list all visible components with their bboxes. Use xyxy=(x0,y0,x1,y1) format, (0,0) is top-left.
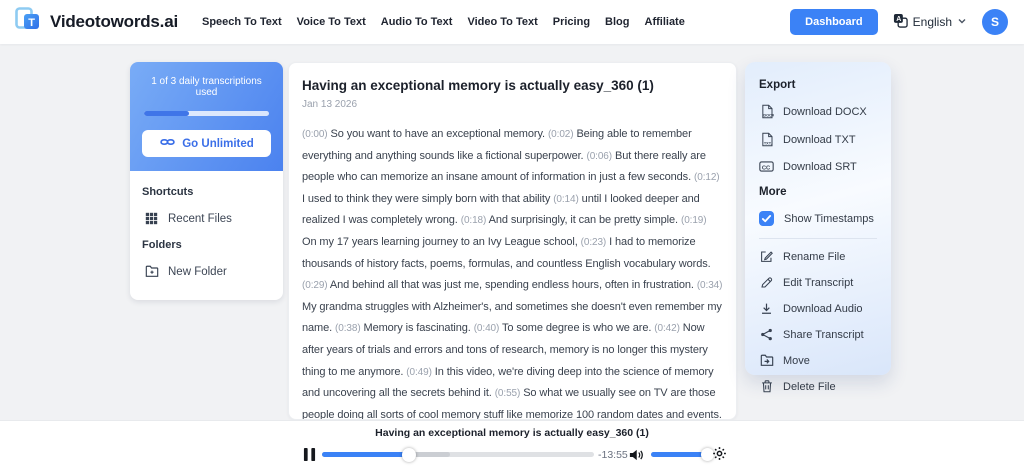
menu-item-edit-transcript[interactable] xyxy=(759,270,877,296)
timestamp[interactable]: (0:38) xyxy=(335,323,361,335)
transcript-segment: Memory is fascinating. xyxy=(360,322,474,335)
volume-fill xyxy=(651,452,708,457)
player-title: Having an exceptional memory is actually easy_360 (1) xyxy=(375,427,649,439)
transcript-segment: Being able to remember everything and anything sounds like a fictional superpower. xyxy=(302,128,692,162)
chevron-down-icon xyxy=(957,15,967,29)
dashboard-button[interactable]: Dashboard xyxy=(790,9,877,35)
transcript-segment: But there really are people who can memorize an insane amount of information in just a few seconds. xyxy=(302,149,706,184)
export-item-download-docx[interactable] xyxy=(759,98,877,126)
timestamp[interactable]: (0:34) xyxy=(696,280,723,292)
document-title: Having an exceptional memory is actually easy_360 (1) xyxy=(302,78,654,93)
language-label: English xyxy=(912,15,952,29)
menu-item-label: Edit Transcript xyxy=(783,276,854,289)
menu-item-delete-file[interactable] xyxy=(759,374,877,400)
pause-button[interactable] xyxy=(303,447,316,467)
timestamp[interactable]: (0:29) xyxy=(302,280,328,292)
folders-heading: Folders xyxy=(142,239,182,251)
transcript-segment: I had to memorize thousands of history facts, poems, formulas, and countless English vocabulary words. xyxy=(302,235,711,270)
transcript-segment: Now after years of trials and errors and tons of research, memory is no longer this mystery thing to me anymore. xyxy=(302,322,708,378)
menu-item-label: Delete File xyxy=(783,380,836,393)
audio-player xyxy=(0,420,1024,468)
usage-card xyxy=(130,62,283,171)
move-icon xyxy=(759,354,774,367)
timestamp[interactable]: (0:19) xyxy=(680,215,707,227)
timestamp[interactable]: (0:55) xyxy=(494,388,521,400)
pencil-icon xyxy=(759,276,774,289)
menu-item-label: Download Audio xyxy=(783,302,863,315)
brand-link[interactable] xyxy=(14,6,178,39)
export-item-label: Download SRT xyxy=(783,160,857,173)
export-item-download-txt[interactable] xyxy=(759,126,877,154)
sidebar-item-label: New Folder xyxy=(168,265,227,278)
nav-link-video-to-text[interactable]: Video To Text xyxy=(467,16,538,28)
menu-item-move[interactable] xyxy=(759,348,877,374)
folder-plus-icon xyxy=(144,265,159,278)
svg-text:A: A xyxy=(895,16,901,24)
seek-bar[interactable] xyxy=(322,452,594,457)
sidebar-item-new-folder[interactable] xyxy=(142,259,271,290)
nav-link-audio-to-text[interactable]: Audio To Text xyxy=(380,16,453,28)
transcript-segment: So what we usually see on TV are those people doing all sorts of cool memory stuff like memorize 100 random dates and events. xyxy=(302,387,722,420)
language-selector[interactable] xyxy=(893,13,967,31)
time-remaining: -13:55 xyxy=(598,449,628,461)
checkbox-checked-icon xyxy=(759,211,774,226)
go-unlimited-label: Go Unlimited xyxy=(182,137,254,150)
file-txt-icon xyxy=(759,132,774,147)
volume-slider[interactable] xyxy=(651,452,708,457)
show-timestamps-label: Show Timestamps xyxy=(784,212,874,225)
menu-item-share-transcript[interactable] xyxy=(759,322,877,348)
nav-link-blog[interactable]: Blog xyxy=(605,16,630,28)
timestamp[interactable]: (0:12) xyxy=(694,172,720,184)
cc-icon xyxy=(759,160,774,173)
transcript-segment: I used to think they were simply born with that ability xyxy=(302,192,554,205)
timestamp[interactable]: (0:49) xyxy=(406,366,432,378)
infinity-icon xyxy=(159,136,176,151)
brand-name: Videotowords.ai xyxy=(50,12,178,31)
trash-icon xyxy=(759,380,774,393)
translate-icon xyxy=(893,13,908,31)
more-heading: More xyxy=(759,186,787,198)
menu-item-label: Rename File xyxy=(783,250,846,263)
timestamp[interactable]: (0:42) xyxy=(654,323,680,335)
transcript-segment: On my 17 years learning journey to an Ivy League school, xyxy=(302,235,581,248)
svg-text:CC: CC xyxy=(761,165,771,172)
sidebar-item-recent-files[interactable] xyxy=(142,206,271,237)
nav-link-speech-to-text[interactable]: Speech To Text xyxy=(202,16,282,28)
usage-progressbar xyxy=(144,111,269,116)
main-nav xyxy=(202,16,685,28)
settings-gear-icon[interactable] xyxy=(712,446,727,466)
panel-divider xyxy=(759,238,877,239)
transcript-segment: My grandma struggles with Alzheimer's, and sometimes she doesn't even remember my name. xyxy=(302,300,722,335)
grid-icon xyxy=(144,212,159,225)
export-heading: Export xyxy=(759,79,796,91)
nav-link-pricing[interactable]: Pricing xyxy=(552,16,591,28)
timestamp[interactable]: (0:02) xyxy=(547,129,574,140)
timestamp[interactable]: (0:40) xyxy=(473,323,500,335)
document-date: Jan 13 2026 xyxy=(302,99,358,110)
timestamp[interactable]: (0:18) xyxy=(460,215,487,227)
brand-logo-icon xyxy=(14,6,42,39)
avatar[interactable]: S xyxy=(982,9,1008,35)
svg-text:TXT.: TXT. xyxy=(763,141,772,146)
transcript-segment: until I looked deeper and realized I was completely wrong. xyxy=(302,192,700,227)
transcript-segment: And behind all that was just me, spending endless hours, often in frustration. xyxy=(327,279,697,292)
menu-item-download-audio[interactable] xyxy=(759,296,877,322)
usage-progress-fill xyxy=(144,111,189,116)
seek-progress-fill xyxy=(322,452,409,457)
timestamp[interactable]: (0:06) xyxy=(586,150,612,162)
transcript-segment: And surprisingly, it can be pretty simple. xyxy=(486,214,681,227)
top-navbar xyxy=(0,0,1024,44)
export-item-label: Download DOCX xyxy=(783,105,867,118)
show-timestamps-toggle[interactable] xyxy=(759,205,877,235)
timestamp[interactable]: (0:23) xyxy=(580,236,607,248)
rename-icon xyxy=(759,250,774,263)
export-item-download-srt[interactable] xyxy=(759,154,877,180)
volume-icon[interactable] xyxy=(629,448,645,467)
nav-link-affiliate[interactable]: Affiliate xyxy=(644,16,685,28)
menu-item-rename-file[interactable] xyxy=(759,244,877,270)
usage-text: 1 of 3 daily transcriptions used xyxy=(151,76,262,98)
transcript-panel xyxy=(288,62,737,420)
svg-text:T: T xyxy=(28,16,35,29)
seek-thumb[interactable] xyxy=(402,448,416,462)
transcript-text xyxy=(302,124,723,420)
menu-item-label: Move xyxy=(783,354,810,367)
download-icon xyxy=(759,302,774,315)
file-docx-icon xyxy=(759,104,774,119)
nav-link-voice-to-text[interactable]: Voice To Text xyxy=(296,16,366,28)
sidebar xyxy=(130,62,283,300)
share-icon xyxy=(759,328,774,341)
shortcuts-heading: Shortcuts xyxy=(142,186,194,198)
transcript-segment: To some degree is who we are. xyxy=(499,322,655,335)
sidebar-item-label: Recent Files xyxy=(168,212,232,225)
export-item-label: Download TXT xyxy=(783,133,856,146)
transcript-segment: So you want to have an exceptional memory. xyxy=(327,128,548,140)
svg-text:DOCX: DOCX xyxy=(762,113,774,118)
timestamp[interactable]: (0:00) xyxy=(302,129,328,140)
menu-item-label: Share Transcript xyxy=(783,328,864,341)
go-unlimited-button[interactable] xyxy=(142,130,271,157)
timestamp[interactable]: (0:14) xyxy=(553,193,579,205)
export-panel xyxy=(745,62,891,393)
transcript-segment: In this video, we're diving deep into the science of memory and uncovering all the secrets behind it. xyxy=(302,365,714,400)
